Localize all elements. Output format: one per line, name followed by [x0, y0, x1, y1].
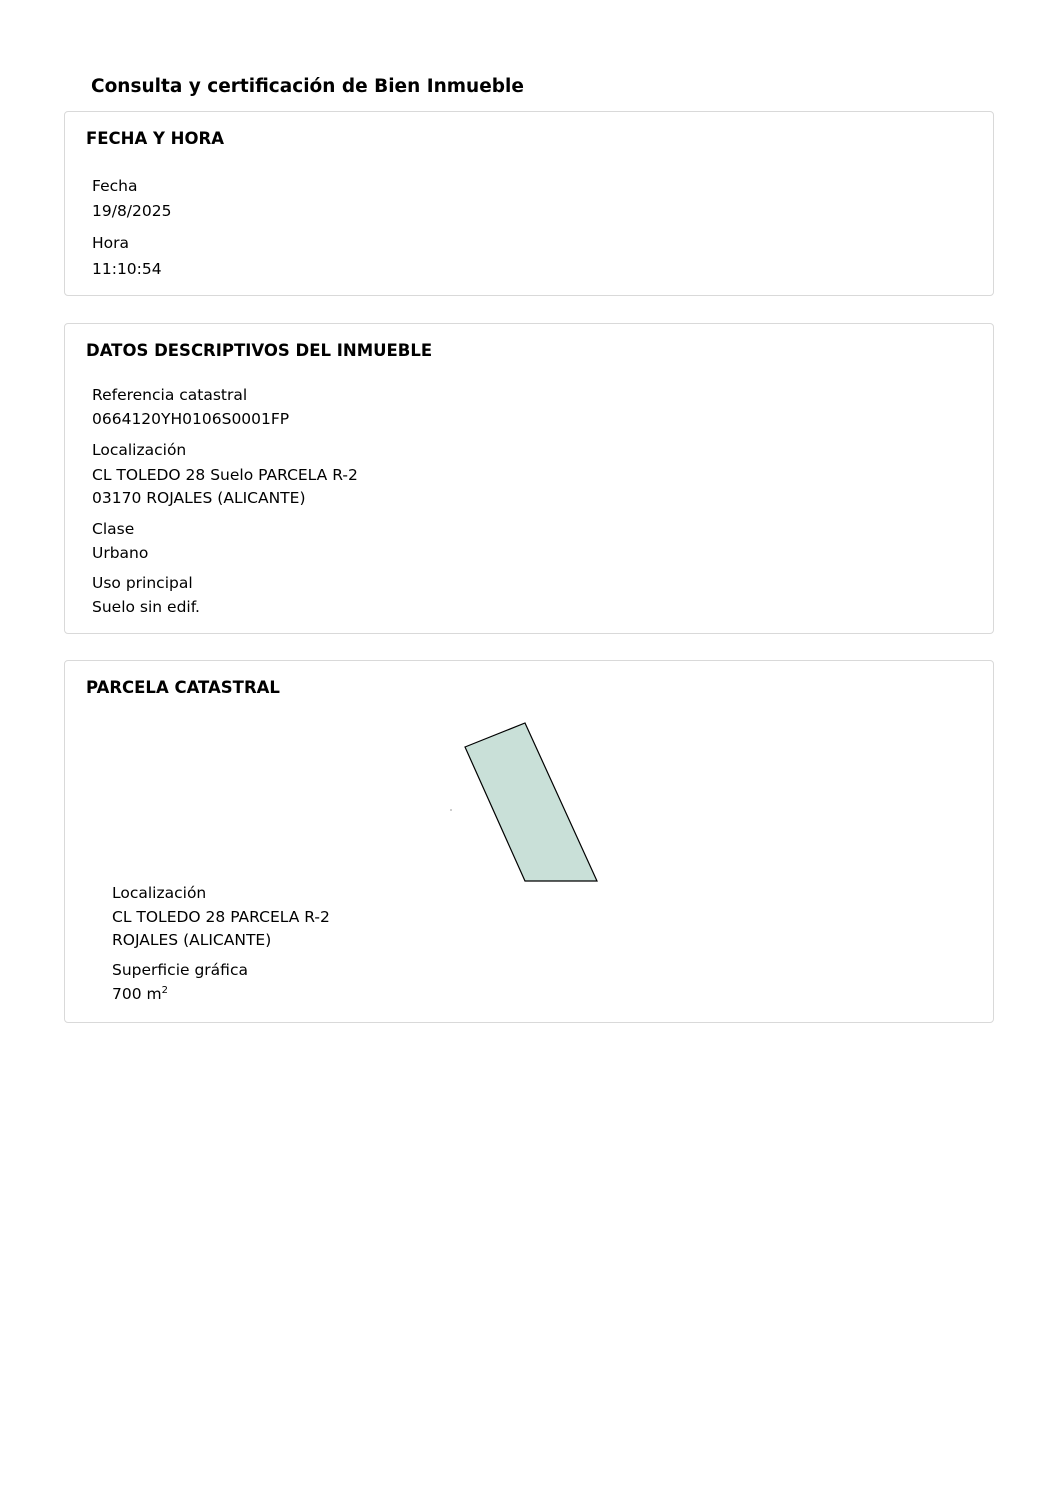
datos-descriptivos-card — [64, 323, 994, 634]
fecha-hora-heading: FECHA Y HORA — [86, 129, 224, 148]
fecha-label: Fecha — [92, 177, 138, 195]
superficie-label: Superficie gráfica — [112, 961, 248, 979]
datos-heading: DATOS DESCRIPTIVOS DEL INMUEBLE — [86, 341, 433, 360]
parcela-heading: PARCELA CATASTRAL — [86, 678, 280, 697]
hora-value: 11:10:54 — [92, 260, 162, 278]
superficie-value — [112, 984, 168, 1004]
fecha-value: 19/8/2025 — [92, 202, 172, 220]
localizacion-line1: CL TOLEDO 28 Suelo PARCELA R-2 — [92, 466, 358, 484]
superficie-number: 700 m — [112, 985, 162, 1003]
clase-value: Urbano — [92, 544, 149, 562]
parcela-localizacion-label: Localización — [112, 884, 207, 902]
uso-label: Uso principal — [92, 574, 193, 592]
clase-label: Clase — [92, 520, 135, 538]
parcela-localizacion-line2: ROJALES (ALICANTE) — [112, 931, 272, 949]
localizacion-label: Localización — [92, 441, 187, 459]
parcela-card — [64, 660, 994, 1023]
hora-label: Hora — [92, 234, 130, 252]
parcela-localizacion-line1: CL TOLEDO 28 PARCELA R-2 — [112, 908, 330, 926]
map-dot — [450, 809, 451, 810]
parcel-shape — [465, 723, 597, 881]
referencia-label: Referencia catastral — [92, 386, 248, 404]
uso-value: Suelo sin edif. — [92, 598, 200, 616]
page-title: Consulta y certificación de Bien Inmueble — [91, 76, 524, 97]
superficie-exponent: 2 — [161, 985, 168, 996]
parcel-plot — [65, 661, 995, 891]
referencia-value: 0664120YH0106S0001FP — [92, 410, 290, 428]
localizacion-line2: 03170 ROJALES (ALICANTE) — [92, 489, 306, 507]
fecha-hora-card — [64, 111, 994, 296]
